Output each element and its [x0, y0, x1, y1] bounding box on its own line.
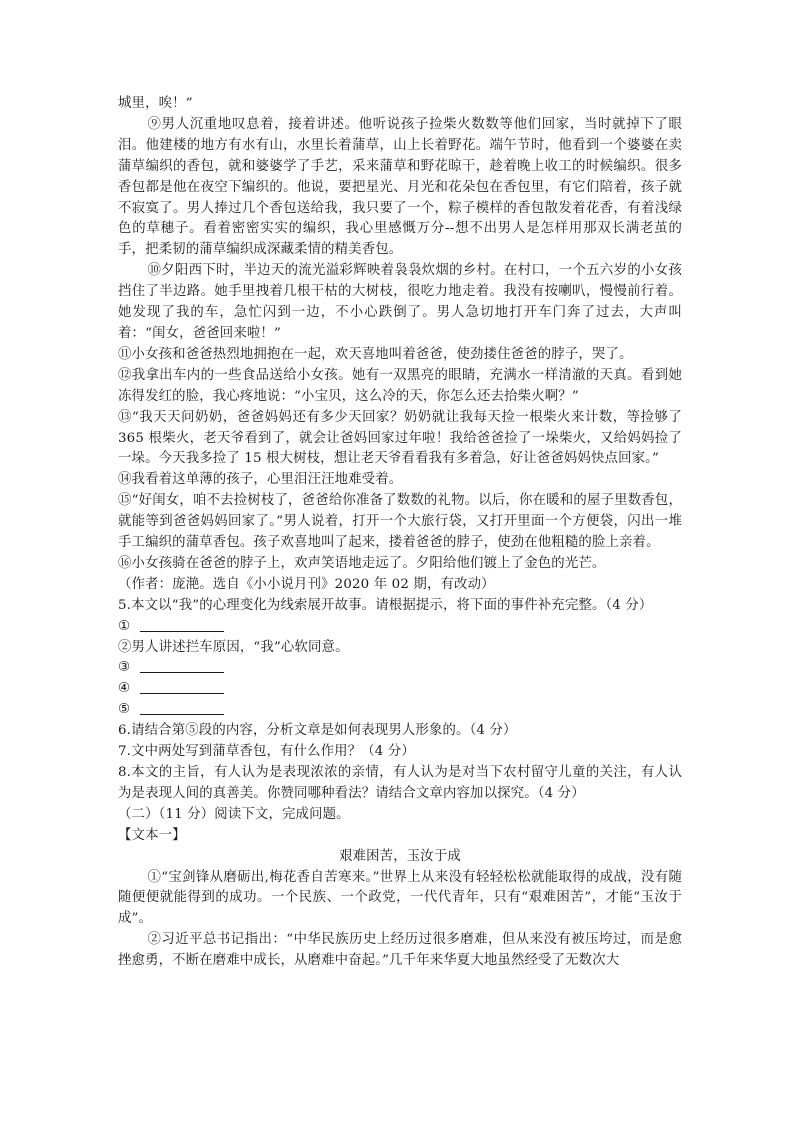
event-4: [118, 679, 682, 700]
event-3-number: ③: [118, 660, 131, 676]
event-1-answer-blank[interactable]: [140, 617, 224, 632]
event-2-text: ②男人讲述拦车原因，“我”心软同意。: [118, 639, 349, 655]
paragraph-14: ⑭我看着这单薄的孩子，心里泪汪汪地难受着。: [118, 472, 403, 488]
author-note: （作者：庞滟。选自《小小说月刊》2020 年 02 期，有改动）: [118, 576, 495, 592]
question-6: 6.请结合第⑤段的内容，分析文章是如何表现男人形象的。（4 分）: [118, 723, 517, 739]
paragraph-16: ⑯小女孩骑在爸爸的脖子上，欢声笑语地走远了。夕阳给他们镀上了金色的光芒。: [118, 555, 606, 571]
event-4-answer-blank[interactable]: [140, 679, 224, 694]
event-2: [118, 638, 682, 659]
text-one-label: 【文本一】: [118, 827, 186, 843]
event-5-number: ⑤: [118, 702, 131, 718]
question-5: 5.本文以“我”的心理变化为线索展开故事。请根据提示，将下面的事件补充完整。（4 分）: [118, 597, 653, 613]
paragraph-13: ⑬“我天天问奶奶，爸爸妈妈还有多少天回家？奶奶就让我每天捡一根柴火来计数，等捡够了 365 根柴火，老天爷看到了，就会让爸妈回家过年啦！我给爸爸捡了一垛柴火，又给妈妈捡了一垛。今天我多捡了 15 根大树枝，想让老天爷看看我有多着急，好让爸爸妈妈快点回家。”: [118, 409, 682, 467]
event-3-answer-blank[interactable]: [140, 658, 224, 673]
paragraph-12: ⑫我拿出车内的一些食品送给小女孩。她有一双黑亮的眼睛，充满水一样清澈的天真。看到她冻得发红的脸，我心疼地说：“小宝贝，这么冷的天，你怎么还去拾柴火啊？”: [118, 367, 682, 404]
event-5-answer-blank[interactable]: [140, 700, 224, 715]
article-title: 艰难困苦，玉汝于成: [339, 848, 461, 864]
paragraph-9: ⑨男人沉重地叹息着，接着讲述。他听说孩子捡柴火数数等他们回家，当时就掉下了眼泪。他建楼的地方有水有山，水里长着蒲草，山上长着野花。端午节时，他看到一个婆婆在卖蒲草编织的香包，就和婆婆学了手艺，采来蒲草和野花晾干，趁着晚上收工的时候编织。很多香包都是他在夜空下编织的。他说，要把星光、月光和花朵包在香包里，有它们陪着，孩子就不寂寞了。男人捧过几个香包送给我，我只要了一个，粽子模样的香包散发着花香，有着浅绿色的草穗子。看着密密实实的编织，我心里感慨万分--想不出男人是怎样用那双长满老茧的手，把柔韧的蒲草编织成深藏柔情的精美香包。: [118, 116, 682, 258]
section-2-heading: （二）（11 分）阅读下文，完成问题。: [118, 806, 350, 822]
paragraph-continuation: 城里，唉！”: [118, 96, 193, 111]
event-1: [118, 617, 682, 638]
paragraph-10: ⑩夕阳西下时，半边天的流光溢彩辉映着袅袅炊烟的乡村。在村口，一个五六岁的小女孩挡住了半边路。她手里拽着几根干枯的大树枝，很吃力地走着。我没有按喇叭，慢慢前行着。她发现了我的车，急忙闪到一边，不小心跌倒了。男人急切地打开车门奔了过去，大声叫着：“闺女，爸爸回来啦！”: [118, 263, 682, 341]
event-1-number: ①: [118, 618, 131, 634]
event-5: [118, 700, 682, 721]
article-paragraph-2: ②习近平总书记指出：“中华民族历史上经历过很多磨难，但从来没有被压垮过，而是愈挫愈勇，不断在磨难中成长，从磨难中奋起。”几千年来华夏大地虽然经受了无数次大: [118, 932, 682, 969]
event-3: [118, 658, 682, 679]
paragraph-15: ⑮“好闺女，咱不去捡树枝了，爸爸给你准备了数数的礼物。以后，你在暖和的屋子里数香包，就能等到爸爸妈妈回家了。”男人说着，打开一个大旅行袋，又打开里面一个方便袋，闪出一堆手工编织的蒲草香包。孩子欢喜地叫了起来，搂着爸爸的脖子，使劲在他粗糙的脸上亲着。: [118, 493, 682, 551]
event-4-number: ④: [118, 681, 131, 697]
article-paragraph-1: ①“宝剑锋从磨砺出,梅花香自苦寒来。”世界上从来没有轻轻松松就能取得的成战，没有随随便便就能得到的成功。一个民族、一个政党，一代代青年，只有“艰难困苦”，才能“玉汝于成”。: [118, 869, 682, 927]
question-7: 7.文中两处写到蒲草香包，有什么作用？（4 分）: [118, 744, 415, 760]
paragraph-11: ⑪小女孩和爸爸热烈地拥抱在一起，欢天喜地叫着爸爸，使劲搂住爸爸的脖子，哭了。: [118, 346, 633, 362]
question-8: 8.本文的主旨，有人认为是表现浓浓的亲情，有人认为是对当下农村留守儿童的关注，有人认为是表现人间的真善美。你赞同哪种看法？请结合文章内容加以探究。（4 分）: [118, 765, 682, 801]
